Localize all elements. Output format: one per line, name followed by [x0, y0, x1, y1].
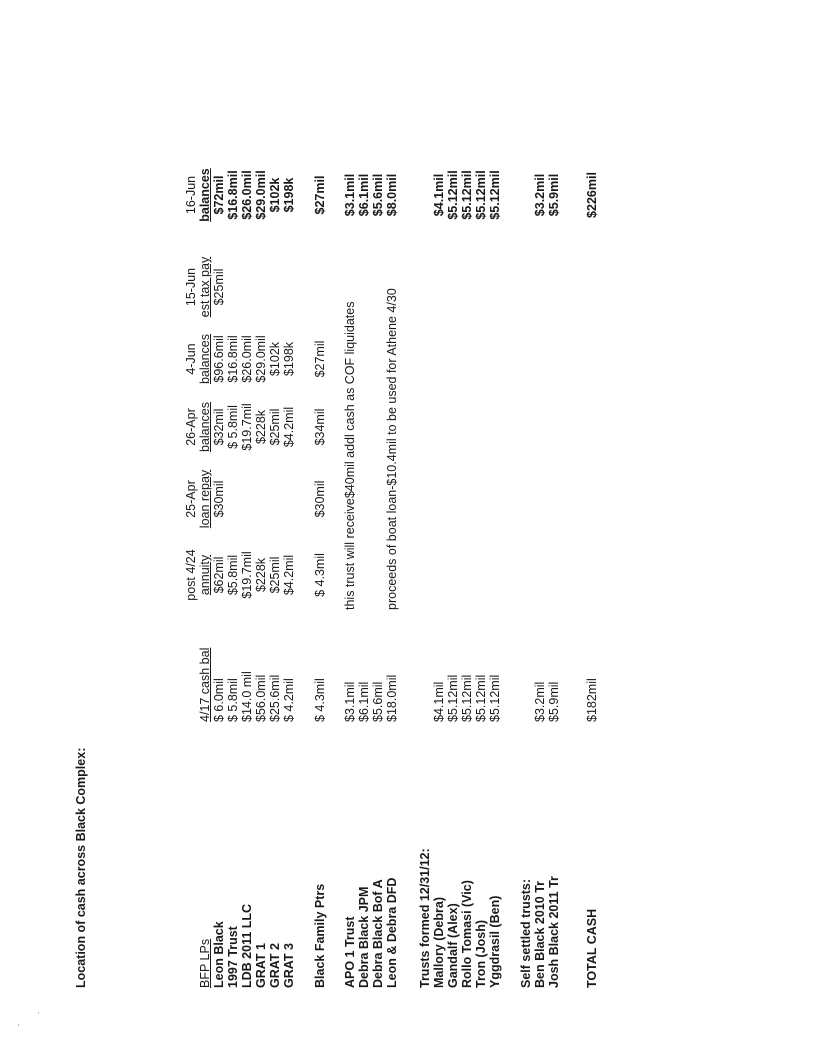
cell-col7: $26.0mil — [240, 170, 254, 220]
table-row — [282, 0, 298, 1056]
cell-col7: $5.12mil — [474, 170, 488, 220]
cell-col7: $5.12mil — [488, 170, 502, 220]
cell-col5: $198k — [282, 341, 296, 377]
col7-header-top: 16-Jun — [184, 175, 198, 215]
row-label: Yggdrasil (Ben) — [488, 895, 502, 988]
cell-col7: $5.12mil — [446, 170, 460, 220]
cell-col4: $ 5.8mil — [226, 405, 240, 449]
cell-col6: $25mil — [212, 268, 226, 306]
cell-col2: $5.8mil — [226, 554, 240, 596]
cell-col7: $3.2mil — [533, 173, 547, 217]
scan-speck — [18, 1024, 19, 1026]
row-label: Mallory (Debra) — [432, 897, 446, 988]
cell-col1: $4.1mil — [432, 681, 446, 722]
cell-col7: $102k — [268, 177, 282, 213]
cell-col1: $5.6mil — [371, 681, 385, 722]
cell-col1: $5.12mil — [446, 674, 460, 722]
cell-col5: $16.8mil — [226, 335, 240, 383]
cell-col2: $19.7mil — [240, 551, 254, 599]
cell-col4: $25mil — [268, 408, 282, 446]
col3-header-top: 25-Apr — [184, 480, 198, 518]
cell-col4: $4.2mil — [282, 406, 296, 448]
col4-header: balances — [198, 401, 212, 453]
cell-col1: $ 4.2mil — [282, 678, 296, 722]
cell-col5: $29.0mil — [254, 335, 268, 383]
total-row — [585, 0, 601, 1056]
cell-col5: $26.0mil — [240, 335, 254, 383]
cell-col2: $62mil — [212, 556, 226, 594]
col6-header-top: 15-Jun — [184, 267, 198, 307]
row-label: GRAT 1 — [254, 943, 268, 988]
cell-col4: $19.7mil — [240, 403, 254, 451]
cell-col3: $30mil — [212, 480, 226, 518]
cell-col3: $30mil — [313, 480, 327, 518]
cell-col4: $34mil — [313, 408, 327, 446]
cell-col7: $4.1mil — [432, 173, 446, 217]
cell-col7: $6.1mil — [357, 173, 371, 217]
cell-col7: $16.8mil — [226, 170, 240, 220]
row-label: Leon Black — [212, 921, 226, 988]
col2-header-top: post 4/24 — [184, 549, 198, 601]
col1-header: 4/17 cash bal — [198, 647, 212, 722]
col6-header: est tax pay — [198, 256, 212, 318]
cell-col2: $ 4.3mil — [313, 553, 327, 597]
cell-col1: $3.1mil — [343, 681, 357, 722]
row-label: Gandalf (Alex) — [446, 903, 460, 988]
cell-col7: $198k — [282, 177, 296, 213]
cell-col7: $5.9mil — [547, 173, 561, 217]
group-label-trusts: Trusts formed 12/31/12: — [418, 848, 432, 988]
row-label: GRAT 2 — [268, 943, 282, 988]
cell-col1: $5.9mil — [547, 681, 561, 722]
cell-col1: $5.12mil — [488, 674, 502, 722]
cell-col7: $27mil — [313, 175, 327, 215]
group-label-self-settled: Self settled trusts: — [519, 878, 533, 988]
cell-col7: $3.1mil — [343, 173, 357, 217]
cell-col5: $96.6mil — [212, 335, 226, 383]
table-row — [313, 0, 329, 1056]
cell-col1: $ 5.8mil — [226, 678, 240, 722]
cell-col5: $27mil — [313, 340, 327, 378]
cell-col1: $ 4.3mil — [313, 678, 327, 722]
total-label: TOTAL CASH — [585, 908, 599, 988]
total-col1: $182mil — [585, 678, 599, 722]
cell-col2: $4.2mil — [282, 554, 296, 596]
cell-col4: $228k — [254, 409, 268, 445]
cell-col1: $14.0 mil — [240, 671, 254, 722]
row-label: Rollo Tomasi (Vic) — [460, 880, 474, 988]
cell-col7: $5.12mil — [460, 170, 474, 220]
cell-col2: $25mil — [268, 556, 282, 594]
cell-col4: $32mil — [212, 408, 226, 446]
cell-col1: $56.0mil — [254, 674, 268, 722]
row-label: Josh Black 2011 Tr — [547, 876, 561, 988]
cell-col7: $5.6mil — [371, 173, 385, 217]
cell-col7: $8.0mil — [385, 173, 399, 217]
row-label: APO 1 Trust — [343, 916, 357, 988]
table-row — [547, 0, 563, 1056]
row-note: this trust will receive$40mil addl cash as COF liquidates — [343, 301, 357, 610]
row-label: Debra Black Bof A — [371, 879, 385, 988]
document-title: Location of cash across Black Complex: — [74, 747, 88, 988]
total-col7: $226mil — [585, 172, 599, 218]
row-label: 1997 Trust — [226, 926, 240, 988]
cell-col7: $72mil — [212, 175, 226, 215]
cell-col1: $6.1mil — [357, 681, 371, 722]
cell-col1: $ 6.0mil — [212, 678, 226, 722]
group-label-bfp: BFP LPs — [198, 938, 212, 988]
col2-header: annuity — [198, 554, 212, 596]
row-label: Black Family Ptrs — [313, 883, 327, 988]
row-label: Debra Black JPM — [357, 886, 371, 988]
row-label: GRAT 3 — [282, 943, 296, 988]
col5-header: balances — [198, 333, 212, 385]
cell-col1: $25.6mil — [268, 674, 282, 722]
row-label: Tron (Josh) — [474, 919, 488, 988]
row-note: proceeds of boat loan-$10.4mil to be used for Athene 4/30 — [385, 288, 399, 610]
cell-col1: $18.0mil — [385, 674, 399, 722]
cell-col1: $5.12mil — [460, 674, 474, 722]
col7-header: balances — [198, 168, 212, 222]
table-row — [488, 0, 504, 1056]
cell-col1: $3.2mil — [533, 681, 547, 722]
row-label: Ben Black 2010 Tr — [533, 880, 547, 988]
col3-header: loan repay — [198, 469, 212, 529]
col4-header-top: 26-Apr — [184, 408, 198, 446]
row-label: LDB 2011 LLC — [240, 903, 254, 988]
cell-col7: $29.0mil — [254, 170, 268, 220]
cell-col2: $228k — [254, 557, 268, 593]
cell-col5: $102k — [268, 341, 282, 377]
col5-header-top: 4-Jun — [184, 343, 198, 375]
cell-col1: $5.12mil — [474, 674, 488, 722]
scan-speck — [38, 1012, 39, 1014]
row-label: Leon & Debra DFD — [385, 877, 399, 988]
table-row — [385, 0, 401, 1056]
